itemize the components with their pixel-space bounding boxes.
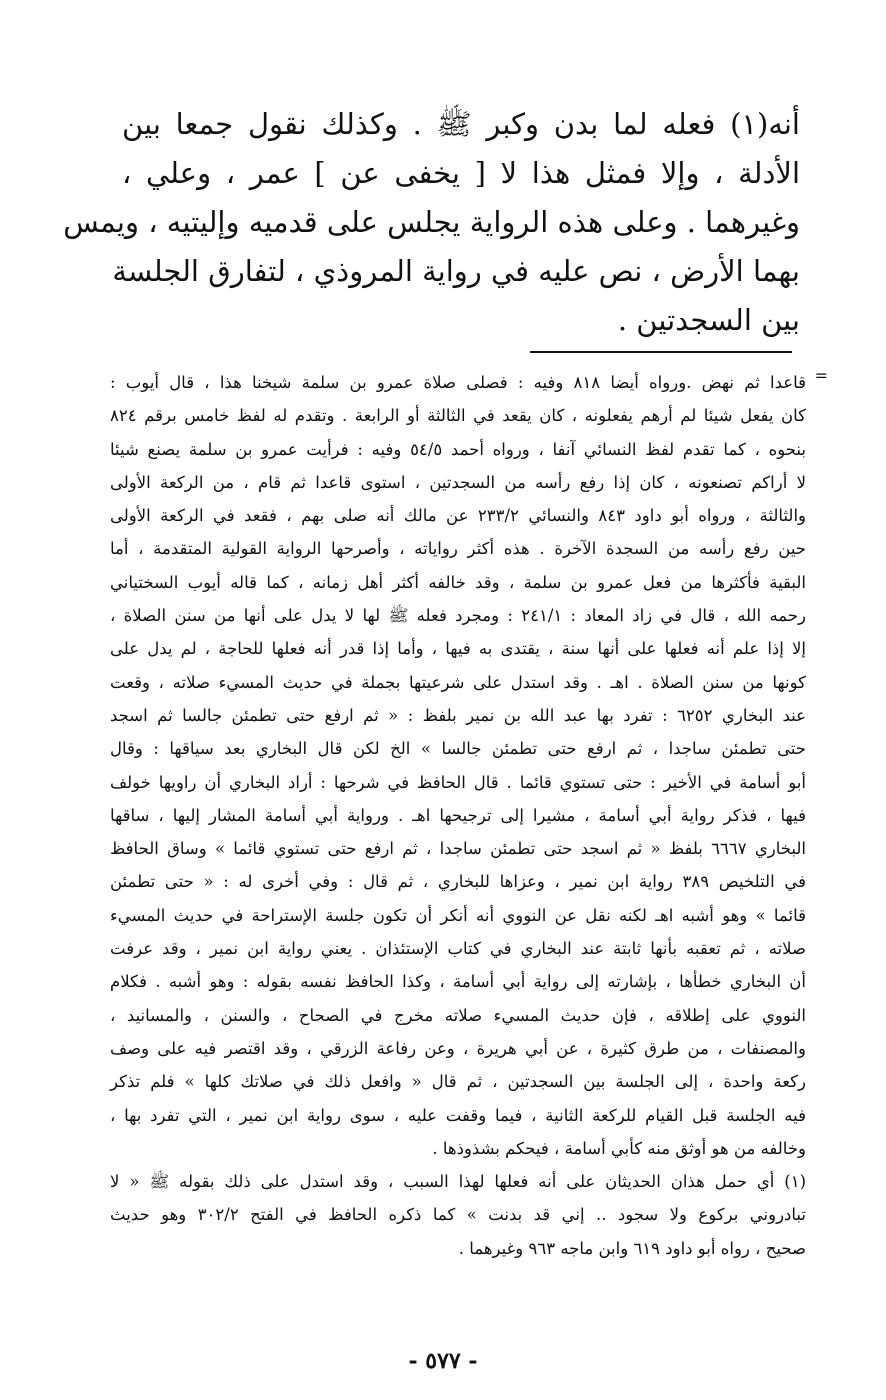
footnote-line: كونها من سنن الصلاة . اهـ . وقد استدل على شرعيتها بجملة في حديث المسيء صلاته ، وقعت xyxy=(110,672,806,692)
footnote-line: البقية فأكثرها من فعل عمرو بن سلمة ، وقد خالفه أكثر أهل زمانه ، كما قاله أيوب السختياني xyxy=(110,572,806,592)
footnote-line: والثالثة ، ورواه أبو داود ٨٤٣ والنسائي ٢٣٣/٢ عن مالك أنه صلى بهم ، فقعد في الركعة الأولى xyxy=(110,506,806,526)
footnote-line: في التلخيص ٣٨٩ رواية ابن نمير ، وعزاها للبخاري ، ثم قال : وفي أخرى له : « حتى تطمئن xyxy=(110,872,806,892)
footnote-line: حتى تطمئن ساجدا ، ثم ارفع حتى تطمئن جالسا » الخ لكن قال البخاري بعد سياقها : وقال xyxy=(110,739,806,759)
footnote-line: إلا إذا علم أنه فعلها على أنها سنة ، يقتدى به فيها ، وأما إذا قدر أنه فعلها للحاجة ، لم يدل على xyxy=(110,639,806,659)
footnote-line: أن البخاري خطأها ، بإشارته إلى رواية أبي أسامة ، وكذا الحافظ نفسه بقوله : وهو أشبه . فكلام xyxy=(110,972,806,992)
main-line: أنه(١) فعله لما بدن وكبر ﷺ . وكذلك نقول جمعا بين xyxy=(122,107,800,141)
footnote-separator xyxy=(530,351,792,353)
main-line: بين السجدتين . xyxy=(617,303,800,337)
footnote-line: وخالفه من هو أوثق منه كأبي أسامة ، فيحكم بشذوذها . xyxy=(432,1138,806,1158)
footnote-line: تبادروني بركوع ولا سجود .. إني قد بدنت » كما ذكره الحافظ في الفتح ٣٠٢/٢ وهو حديث xyxy=(110,1205,806,1225)
footnote-line: عند البخاري ٦٢٥٢ : تفرد بها عبد الله بن نمير بلفظ : « ثم ارفع حتى تطمئن جالسا ثم اسجد xyxy=(110,705,806,725)
footnote-line: ركعة واحدة ، إلى الجلسة بين السجدتين ، ثم قال « وافعل ذلك في صلاتك كلها » فلم تذكر xyxy=(110,1072,806,1092)
footnote-line: كان يفعل شيئا لم أرهم يفعلونه ، كان يقعد في الثالثة أو الرابعة . وتقدم له لفظ خامس برقم ٨٢٤ xyxy=(110,406,806,426)
continuation-mark: = xyxy=(814,366,828,385)
footnote-line: (١) أي حمل هذان الحديثان على أنه فعلها لهذا السبب ، وقد استدل على ذلك بقوله ﷺ « لا xyxy=(110,1172,806,1192)
footnote-line: قائما » وهو أشبه اهـ لكنه نقل عن النووي أنه أنكر أن تكون جلسة الإستراحة في حديث المسيء xyxy=(110,905,806,925)
footnotes xyxy=(110,366,828,1265)
footnote-line: فيه الجلسة قبل القيام للركعة الثانية ، فيما وقفت عليه ، سوى رواية ابن نمير ، التي تفرد بها ، xyxy=(110,1105,806,1125)
main-line: الأدلة ، وإلا فمثل هذا لا [ يخفى عن ] عمر ، وعلي ، xyxy=(122,156,800,190)
footnote-line: صحيح ، رواه أبو داود ٦١٩ وابن ماجه ٩٦٣ وغيرهما . xyxy=(458,1238,806,1258)
main-line: وغيرهما . وعلى هذه الرواية يجلس على قدميه وإليتيه ، ويمس xyxy=(63,205,800,239)
footnote-line: قاعدا ثم نهض .ورواه أيضا ٨١٨ وفيه : فصلى صلاة عمرو بن سلمة شيخنا هذا ، قال أيوب : xyxy=(110,373,807,392)
footnote-line: فيها ، فذكر رواية أبي أسامة ، مشيرا إلى ترجيحها اهـ . ورواية أبي أسامة المشار إليها ، ساقها xyxy=(110,805,806,825)
page-number: - ٥٧٧ - xyxy=(408,1348,478,1374)
footnote-line: والمصنفات ، من طرق كثيرة ، عن أبي هريرة ، وعن رفاعة الزرقي ، وقد اقتصر فيه على وصف xyxy=(110,1038,806,1058)
main-text xyxy=(63,100,800,345)
main-line: بهما الأرض ، نص عليه في رواية المروذي ، لتفارق الجلسة xyxy=(112,254,800,288)
footnote-line: النووي على إطلاقه ، فإن حديث المسيء صلاته مخرج في الصحاح ، والسنن ، والمسانيد ، xyxy=(110,1005,806,1025)
footnote-line: رحمه الله ، قال في زاد المعاد : ٢٤١/١ : ومجرد فعله ﷺ لها لا يدل على أنها من سنن الصلاة ، xyxy=(110,606,806,626)
footnote-line: حين رفع رأسه من السجدة الآخرة . هذه أكثر رواياته ، وأصرحها الرواية القولية المتقدمة ، أما xyxy=(110,539,806,559)
footnote-line: صلاته ، ثم تعقبه بأنها ثابتة عند البخاري في كتاب الإستئذان . يعني رواية ابن نمير ، وقد عرفت xyxy=(110,939,806,959)
footnote-line: البخاري ٦٦٦٧ بلفظ « ثم اسجد حتى تطمئن ساجدا ، ثم ارفع حتى تستوي قائما » وساق الحافظ xyxy=(110,839,807,859)
footnote-line: لا أراكم تصنعونه ، كان إذا رفع رأسه من السجدتين ، استوى قاعدا ثم قام ، من الركعة الأولى xyxy=(110,472,806,492)
footnote-line: بنحوه ، كما تقدم لفظ النسائي آنفا ، ورواه أحمد ٥٤/٥ وفيه : فرأيت عمرو بن سلمة يصنع شيئا xyxy=(110,439,806,459)
footnote-line: أبو أسامة في الأخير : حتى تستوي قائما . قال الحافظ في شرحها : أراد البخاري أن راويها خولف xyxy=(110,772,806,792)
